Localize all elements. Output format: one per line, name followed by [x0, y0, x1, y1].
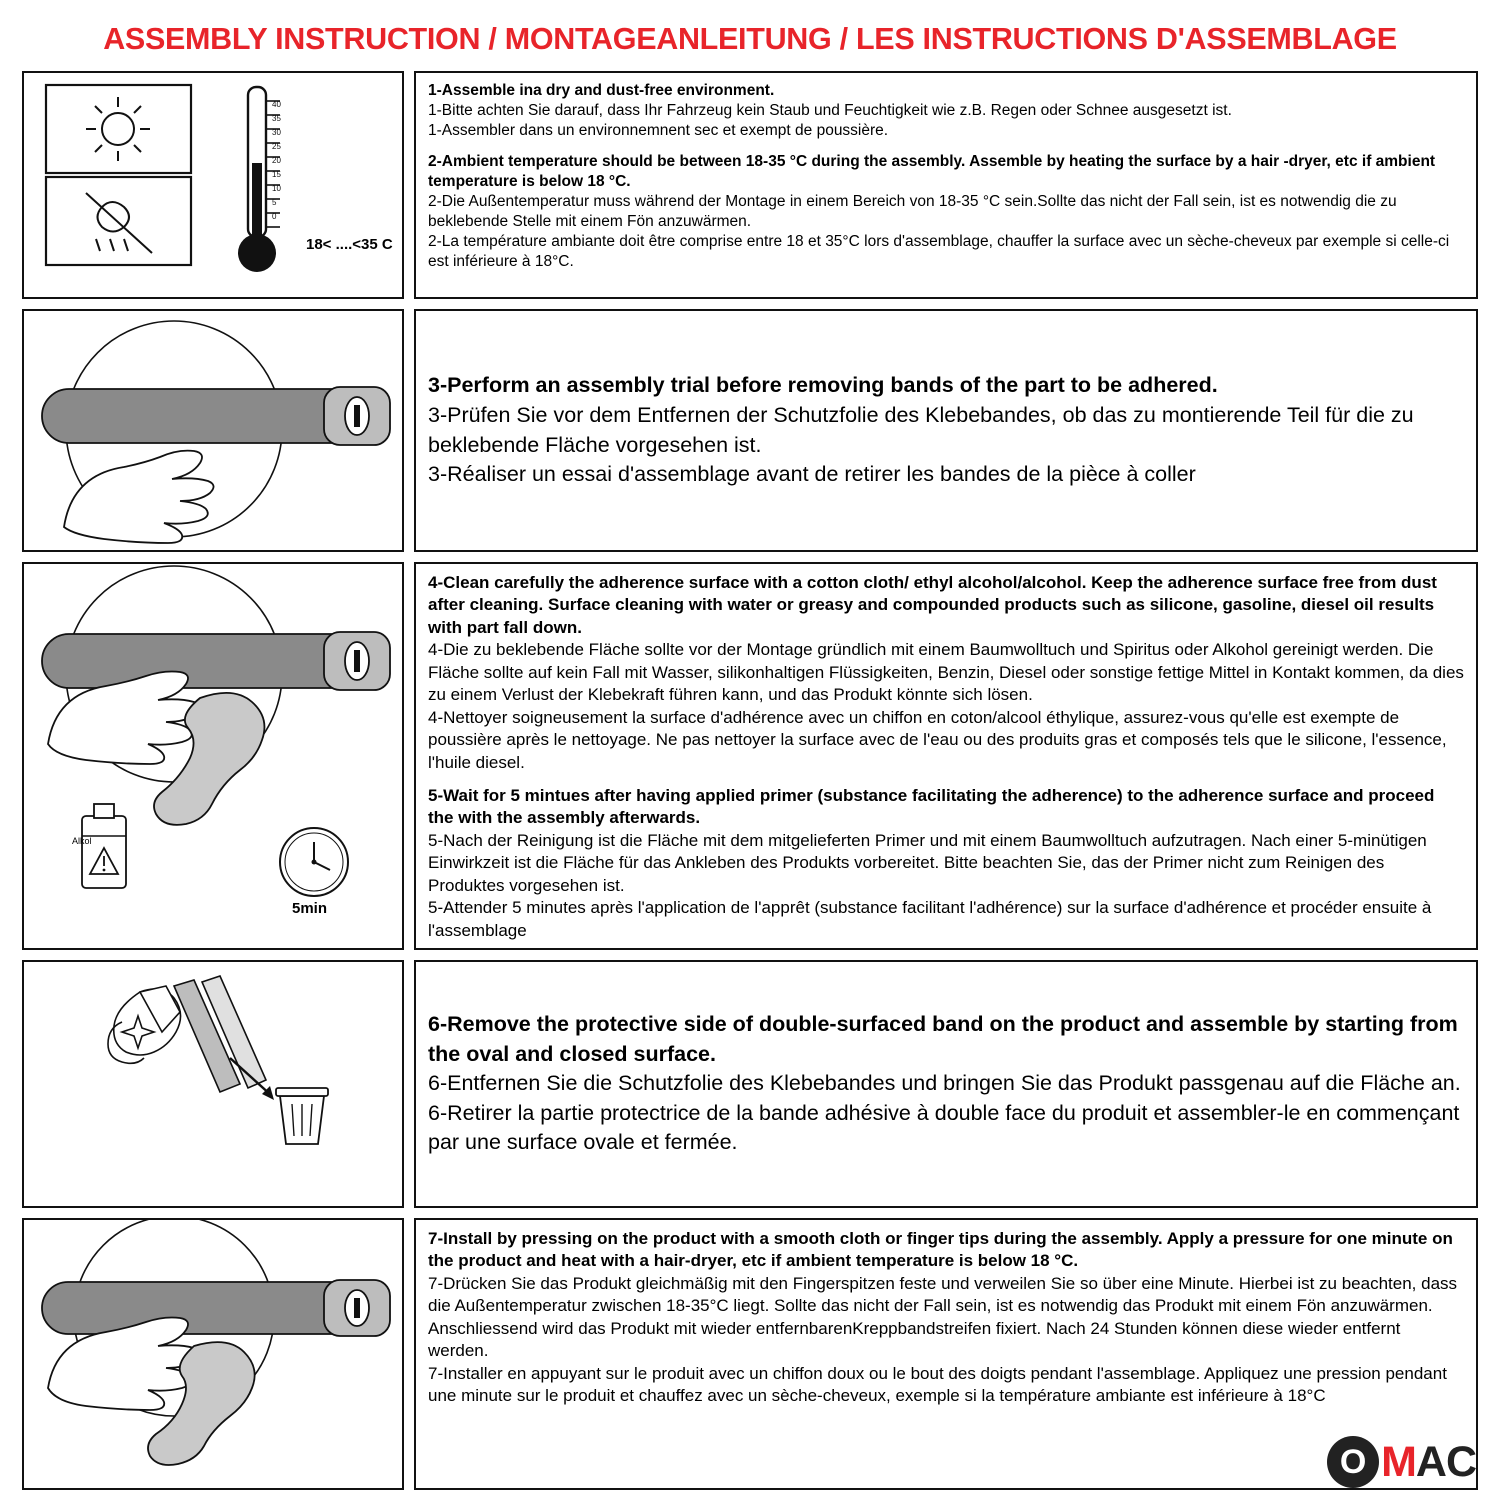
svg-text:5: 5 [272, 198, 277, 207]
step-3-en: 3-Perform an assembly trial before removing bands of the part to be adhered. [428, 373, 1218, 398]
wait-time-label: 5min [292, 900, 328, 917]
step-6-text [414, 960, 1478, 1208]
cleaning-surface-figure [22, 562, 404, 950]
step-7-text [414, 1218, 1478, 1490]
step-1-fr: 1-Assembler dans un environnemnent sec et exempt de poussière. [428, 121, 889, 139]
step-5-en: 5-Wait for 5 mintues after having applied primer (substance facilitating the adherence) to the adherence surface and proceed the with the assembly afterwards. [428, 785, 1435, 828]
step-row-4-5 [22, 562, 1478, 950]
alcohol-bottle-label: Alkol [72, 836, 92, 846]
step-row-7 [22, 1218, 1478, 1490]
figure-7-graphic [24, 1220, 402, 1488]
step-row-1 [22, 71, 1478, 299]
press-product-with-cloth-figure [22, 1218, 404, 1490]
step-5-de: 5-Nach der Reinigung ist die Fläche mit dem mitgelieferten Primer und mit einem Baumwolltuch aufzutragen. Nach einer 5-minütigen Einwirkzeit ist die Fläche für das Ankleben des Produkts vorbereitet. Bitte beachten Sie, das der Primer nicht zum Reinigen des Produktes vorgesehen ist. [428, 830, 1427, 895]
svg-text:40: 40 [272, 100, 281, 109]
figure-4-graphic [24, 564, 402, 948]
logo-m-letter: M [1381, 1437, 1416, 1486]
step-1-en: 1-Assemble ina dry and dust-free environment. [428, 82, 775, 99]
step-4-fr: 4-Nettoyer soigneusement la surface d'adhérence avec un chiffon en coton/alcool éthylique, assurez-vous qu'elle est exempte de poussière après le nettoyage. Ne pas nettoyer la surface avec de l'eau ou des produits gras et composés tels que le silicone, l'essence, l'huile diesel. [428, 707, 1447, 772]
step-1-2-text [414, 71, 1478, 299]
step-3-de: 3-Prüfen Sie vor dem Entfernen der Schutzfolie des Klebebandes, ob das zu montierende Teil für die zu beklebende Fläche vorgesehen ist. [428, 402, 1414, 457]
figure-1-graphic [24, 73, 402, 297]
step-4-de: 4-Die zu beklebende Fläche sollte vor der Montage gründlich mit einem Baumwolltuch und Spiritus oder Alkohol gereinigt werden. Die Fläche sollte auf kein Fall mit Wasser, silikonhaltigen Flüssigkeiten, Benzin, Diesel oder sonstige fettige Mittel in Kontakt kommen, da dies zu einem Verlust der Klebekraft führen kann, und das Produkt könnte sich lösen. [428, 640, 1464, 705]
step-3-text [414, 309, 1478, 552]
step-5-fr: 5-Attender 5 minutes après l'application de l'apprêt (substance facilitant l'adhérence) sur la surface d'adhérence et procéder ensuite à l'assemblage [428, 898, 1432, 940]
steps-list [22, 71, 1478, 1490]
step-6-de: 6-Entfernen Sie die Schutzfolie des Klebebandes und bringen Sie das Produkt passgenau auf die Fläche an. [428, 1071, 1461, 1096]
logo-ac-letters: AC [1415, 1437, 1476, 1486]
step-2-en: 2-Ambient temperature should be between 18-35 °C during the assembly. Assemble by heating the surface by a hair -dryer, etc if ambient temperature is below 18 °C. [428, 152, 1436, 190]
remove-protective-band-figure [22, 960, 404, 1208]
step-row-6 [22, 960, 1478, 1208]
figure-6-graphic [24, 962, 402, 1206]
temperature-range-label: 18< ....<35 C [306, 236, 393, 253]
svg-text:15: 15 [272, 170, 281, 179]
logo-o-circle: O [1327, 1436, 1379, 1488]
svg-text:25: 25 [272, 142, 281, 151]
assembly-trial-hand-figure [22, 309, 404, 552]
svg-text:30: 30 [272, 128, 281, 137]
svg-text:10: 10 [272, 184, 281, 193]
step-4-en: 4-Clean carefully the adherence surface with a cotton cloth/ ethyl alcohol/alcohol. Keep the adherence surface free from dust after cleaning. Surface cleaning with water or greasy and compounded products such as silicone, gasoline, diesel oil results with part fall down. [428, 573, 1437, 637]
step-2-fr: 2-La température ambiante doit être comprise entre 18 et 35°C lors d'assemblage, chauffer la surface avec un sèche-cheveux par exemple si celle-ci est inférieure à 18°C. [428, 232, 1450, 270]
dry-environment-and-temperature-figure [22, 71, 404, 299]
step-2-de: 2-Die Außentemperatur muss während der Montage in einem Bereich von 18-35 °C sein.Sollte das nicht der Fall sein, ist es notwendig die zu beklebende Stelle mit einem Fön anzuwärmen. [428, 192, 1397, 230]
svg-text:0: 0 [272, 212, 277, 221]
step-3-fr: 3-Réaliser un essai d'assemblage avant de retirer les bandes de la pièce à coller [428, 462, 1196, 487]
step-4-5-text [414, 562, 1478, 950]
figure-3-graphic [24, 311, 402, 550]
step-7-fr: 7-Installer en appuyant sur le produit avec un chiffon doux ou le bout des doigts pendant l'assemblage. Appliquez une pression pendant une minute sur le produit et chauffez avec un sèche-cheveux, exemple si la température ambiante est inférieure à 18°C [428, 1363, 1447, 1406]
step-6-en: 6-Remove the protective side of double-surfaced band on the product and assemble by starting from the oval and closed surface. [428, 1011, 1458, 1066]
page-title: ASSEMBLY INSTRUCTION / MONTAGEANLEITUNG / LES INSTRUCTIONS D'ASSEMBLAGE [103, 22, 1397, 56]
step-row-3 [22, 309, 1478, 552]
step-1-de: 1-Bitte achten Sie darauf, dass Ihr Fahrzeug kein Staub und Feuchtigkeit wie z.B. Regen oder Schnee ausgesetzt ist. [428, 101, 1232, 119]
step-6-fr: 6-Retirer la partie protectrice de la bande adhésive à double face du produit et assembler-le en commençant par une surface ovale et fermée. [428, 1100, 1460, 1155]
omac-logo [1327, 1434, 1476, 1490]
step-7-en: 7-Install by pressing on the product with a smooth cloth or finger tips during the assembly. Apply a pressure for one minute on the product and heat with a hair-dryer, etc if ambient temperature is below 18 °C. [428, 1229, 1453, 1271]
svg-text:35: 35 [272, 114, 281, 123]
step-7-de: 7-Drücken Sie das Produkt gleichmäßig mit den Fingerspitzen feste und verweilen Sie so über eine Minute. Hierbei ist zu beachten, dass die Außentemperatur zwischen 18-35°C liegt. Sollte das nicht der Fall sein, ist es notwendig das Produkt mit einem Fön anzuwärmen. Anschliessend wird das Produkt mit wieder entfernbarenKreppbandstreifen fixiert. Nach 24 Stunden können diese wieder entfernt werden. [428, 1273, 1458, 1361]
svg-text:20: 20 [272, 156, 281, 165]
